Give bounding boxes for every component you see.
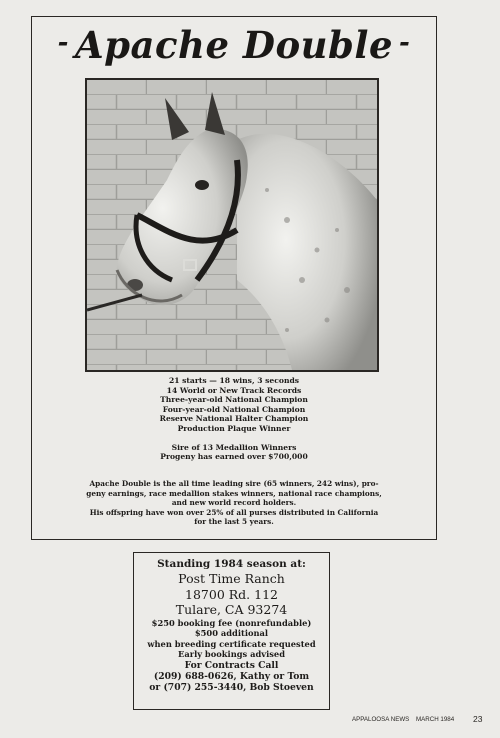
advertisement-frame	[31, 16, 437, 540]
description-line: His offspring have won over 25% of all purses distributed in California	[89, 507, 379, 517]
sire-line: Sire of 13 Medallion Winners	[171, 442, 297, 452]
standing-heading: Standing 1984 season at:	[157, 558, 306, 570]
early-bookings: Early bookings advised	[178, 649, 285, 660]
spacer	[32, 434, 436, 443]
horse-photo	[85, 78, 379, 372]
ranch-name: Post Time Ranch	[178, 571, 285, 586]
title-text: Apache Double	[74, 23, 394, 67]
achievements	[32, 376, 436, 462]
description-line: for the last 5 years.	[194, 517, 274, 527]
contracts-call: For Contracts Call	[184, 659, 279, 671]
stat-line: 21 starts — 18 wins, 3 seconds	[168, 376, 300, 385]
stat-line: Production Plaque Winner	[177, 423, 291, 433]
stat-line: Reserve National Halter Champion	[159, 414, 309, 424]
phone-primary: (209) 688-0626, Kathy or Tom	[153, 671, 310, 683]
page-number: 23	[473, 714, 483, 724]
sire-line: Progeny has earned over $700,000	[160, 452, 308, 462]
certificate-note: when breeding certificate requested	[147, 638, 316, 649]
issue-date: MARCH 1984	[416, 716, 455, 723]
road-address: 18700 Rd. 112	[185, 586, 278, 602]
city-address: Tulare, CA 93274	[175, 602, 288, 617]
description-line: Apache Double is the all time leading sire (65 winners, 242 wins), pro-	[89, 479, 379, 488]
title-dash-right: -	[399, 28, 411, 58]
horse-photo-image	[87, 80, 377, 370]
ad-title	[32, 23, 436, 67]
magazine-name: APPALOOSA NEWS	[352, 716, 410, 723]
title-dash-left: -	[57, 28, 69, 58]
contact-box	[133, 552, 330, 710]
stat-line: Four-year-old National Champion	[162, 404, 306, 414]
stat-line: Three-year-old National Champion	[160, 395, 308, 405]
description-line: and new world record holders.	[171, 498, 297, 508]
booking-fee: $250 booking fee (nonrefundable)	[151, 617, 312, 628]
phone-secondary: or (707) 255-3440, Bob Stoeven	[149, 682, 314, 694]
description-line: geny earnings, race medallion stakes winners, national race champions,	[86, 488, 382, 498]
description	[52, 479, 416, 527]
additional-fee: $500 additional	[194, 628, 269, 639]
stat-line: 14 World or New Track Records	[166, 385, 302, 395]
